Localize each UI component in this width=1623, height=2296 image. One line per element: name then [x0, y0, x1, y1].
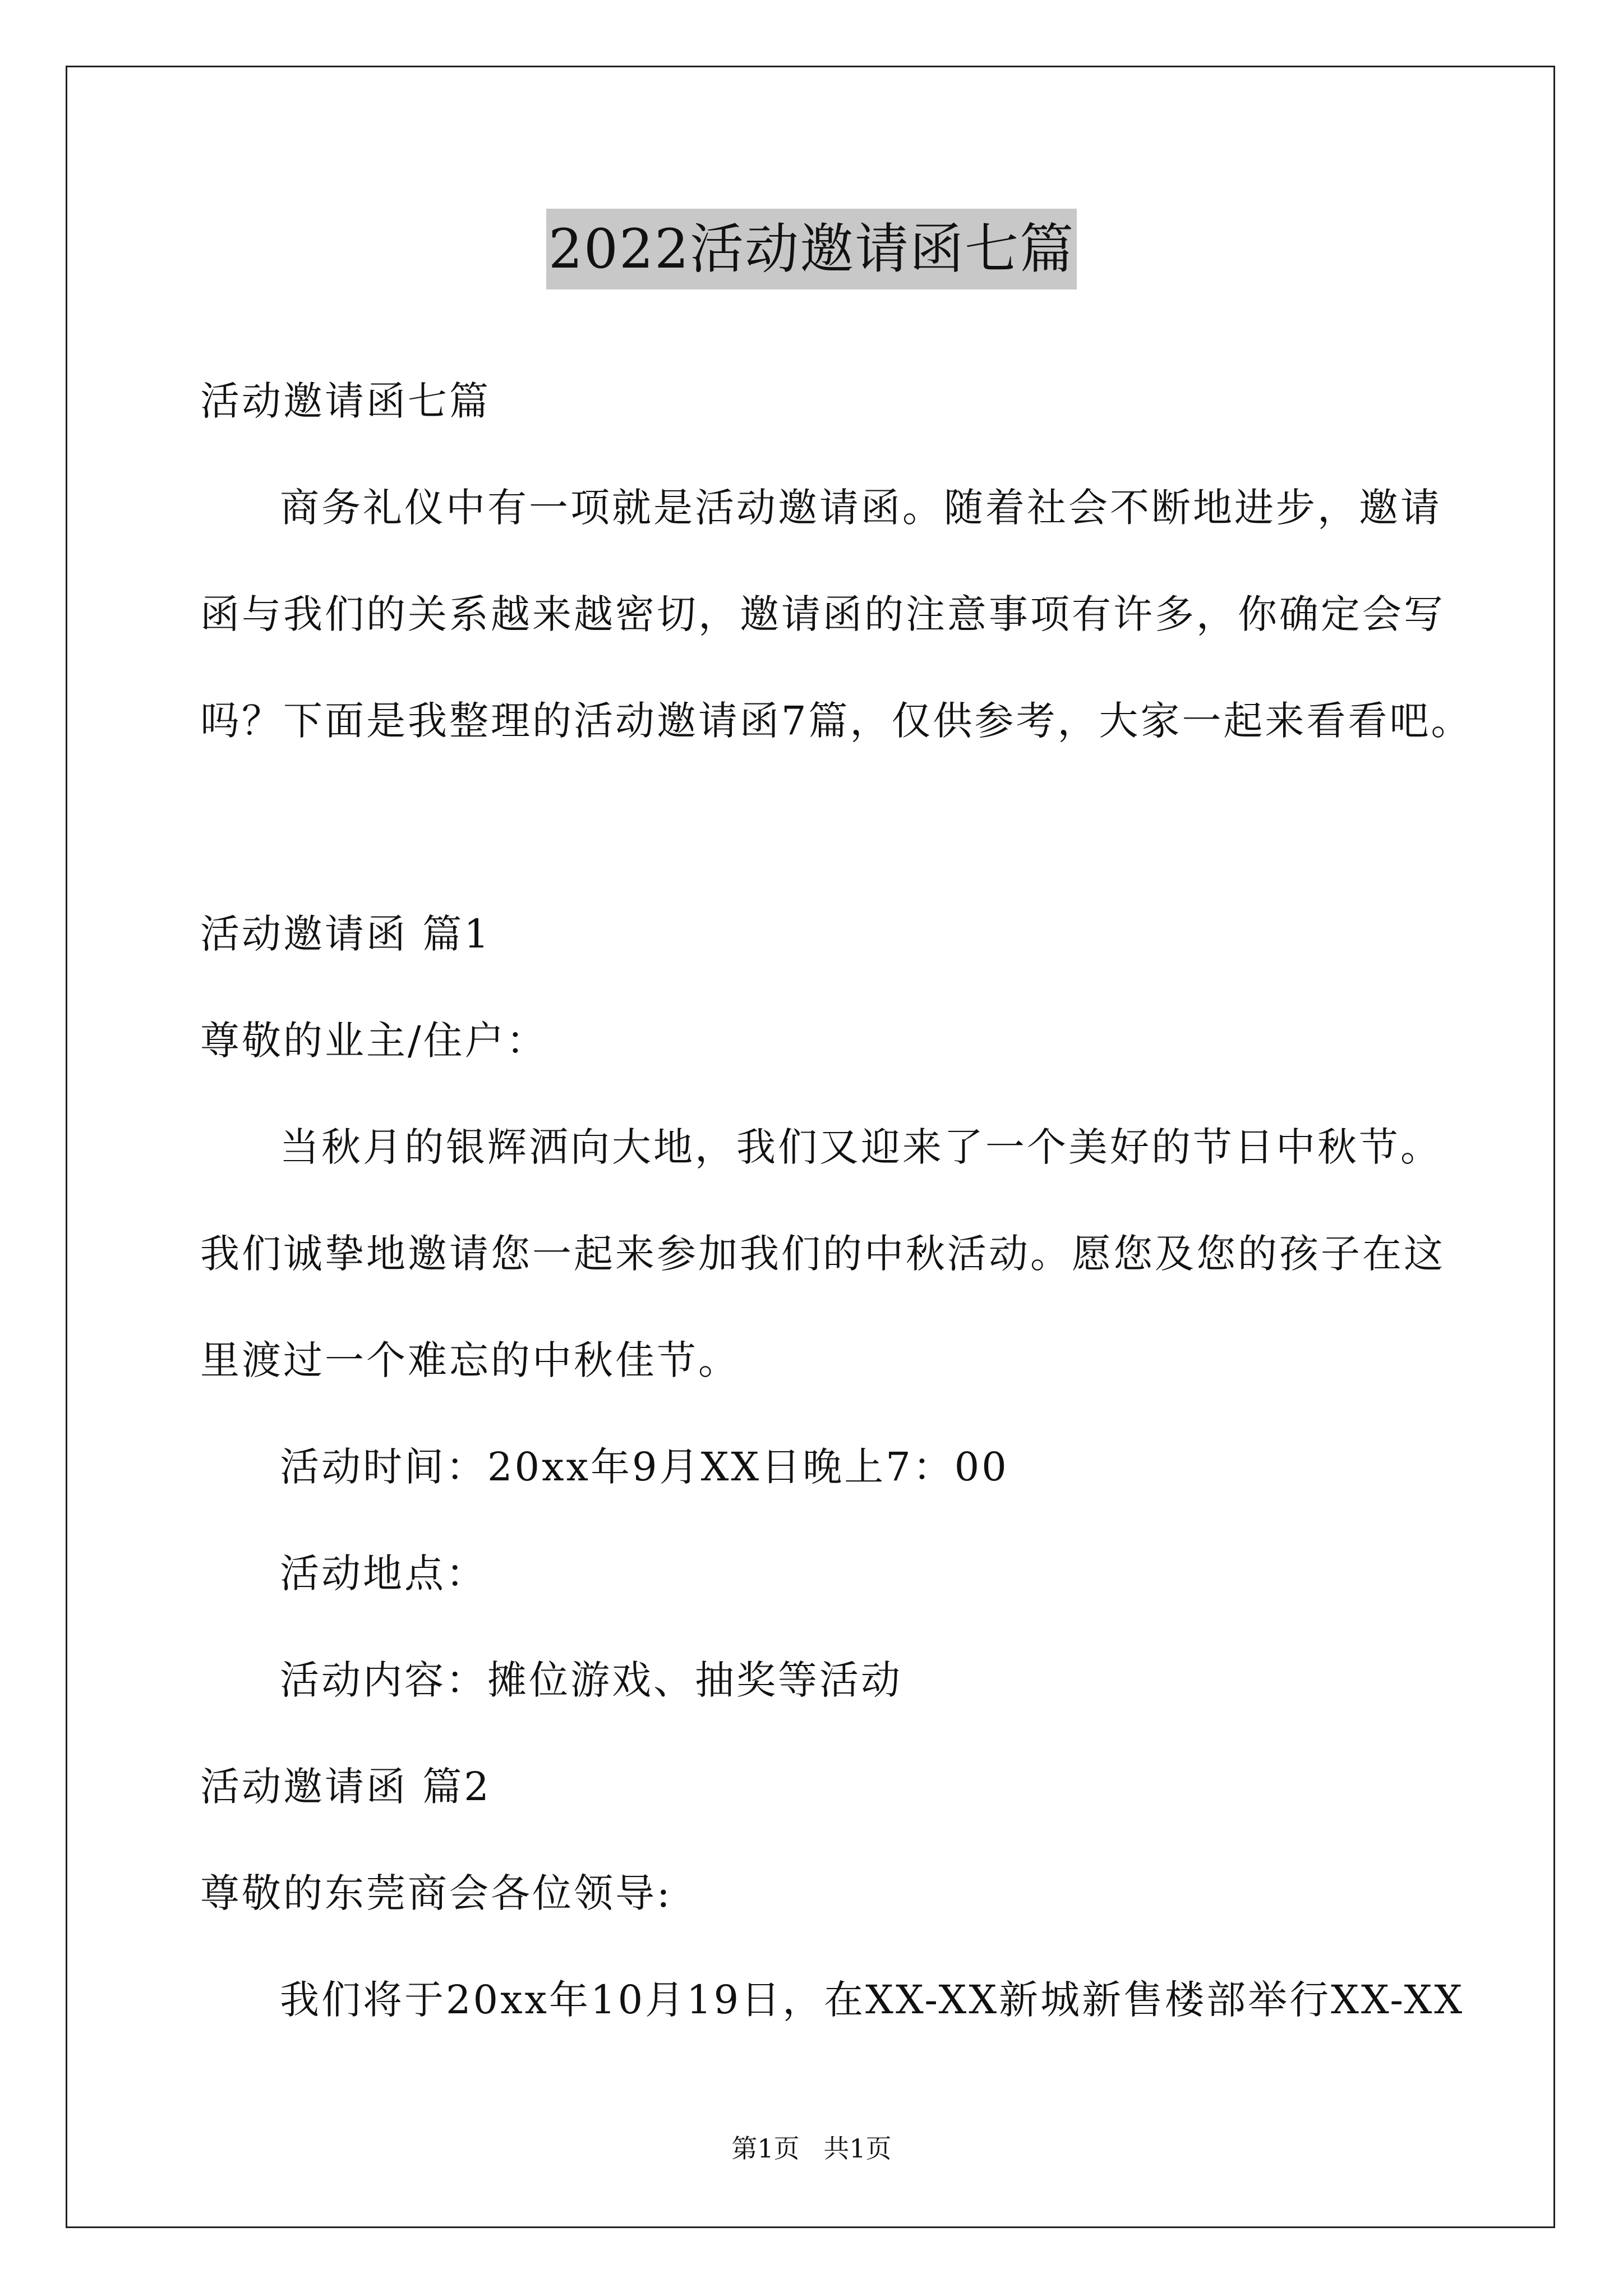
- doc-line-0: 活动邀请函七篇: [200, 378, 491, 424]
- doc-line-1: 商务礼仪中有一项就是活动邀请函。随着社会不断地进步，邀请: [280, 485, 1442, 531]
- salutation-2: 尊敬的东莞商会各位领导:: [200, 1870, 672, 1916]
- document-body: [200, 348, 1473, 2053]
- section-heading-1: 活动邀请函 篇1: [200, 911, 491, 957]
- doc-line-7: 当秋月的银辉洒向大地，我们又迎来了一个美好的节日中秋节。: [280, 1124, 1442, 1170]
- page-footer: [0, 2132, 1623, 2165]
- doc-line-8: 我们诚挚地邀请您一起来参加我们的中秋活动。愿您及您的孩子在这: [200, 1231, 1445, 1277]
- document-title: 2022活动邀请函七篇: [546, 209, 1077, 289]
- doc-line-15: 我们将于20xx年10月19日，在XX-XX新城新售楼部举行XX-XX: [280, 1977, 1465, 2023]
- section-heading-2: 活动邀请函 篇2: [200, 1764, 491, 1810]
- event-content: 活动内容：摊位游戏、抽奖等活动: [280, 1657, 902, 1703]
- page-total: 共1页: [823, 2133, 892, 2164]
- title-wrap: [0, 209, 1623, 289]
- doc-line-blank: [200, 774, 1434, 881]
- page-number: 第1页: [731, 2133, 800, 2164]
- doc-line-2: 函与我们的关系越来越密切，邀请函的注意事项有许多，你确定会写: [200, 591, 1445, 637]
- event-time: 活动时间：20xx年9月XX日晚上7：00: [280, 1444, 1009, 1490]
- salutation-1: 尊敬的业主/住户：: [200, 1018, 548, 1064]
- doc-line-9: 里渡过一个难忘的中秋佳节。: [200, 1337, 740, 1383]
- doc-line-3: 吗？下面是我整理的活动邀请函7篇，仅供参考，大家一起来看看吧。: [200, 698, 1473, 744]
- event-location: 活动地点：: [280, 1550, 487, 1596]
